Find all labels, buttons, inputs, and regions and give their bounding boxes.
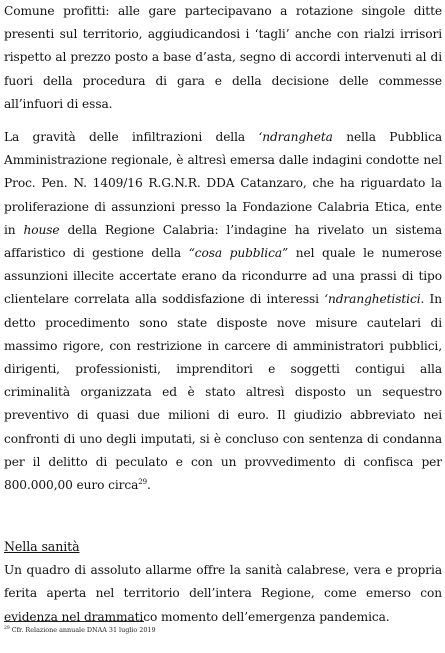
footnote (4, 625, 156, 635)
footnote-text: Cfr. Relazione annuale DNAA 31 luglio 2019 (9, 626, 156, 634)
footnote-number: 29 (4, 625, 10, 631)
text-segment: nel quale le numerose assunzioni illecite accertate erano da ricondurre ad una prassi di tipo clientelare correlata alla soddisfazione di interessi (4, 246, 442, 307)
italic-term: ‘ndranghetistici (324, 292, 421, 307)
italic-term: “cosa pubblica” (188, 246, 289, 261)
footnote-reference[interactable]: 29 (138, 478, 148, 486)
text-segment: La gravità delle infiltrazioni della (4, 130, 259, 145)
document-page (4, 0, 442, 629)
text-segment: . (147, 478, 151, 493)
paragraph-sanita: Un quadro di assoluto allarme offre la sanità calabrese, vera e propria ferita aperta nel territorio dell’intera Regione, come emerso con evidenza nel drammatico momento dell’emergenza pandemica. (4, 563, 442, 624)
footnote-divider (4, 621, 144, 622)
text-segment: . In detto procedimento sono state disposte nove misure cautelari di massimo rigore, con restrizione in carcere di amministratori pubblici, dirigenti, professionisti, imprenditori e soggetti contigui alla criminalità organizzata ed è stato altresì disposto un sequestro preventivo di quasi due milioni di euro. Il giudizio abbreviato nei confronti di uno degli imputati, si è concluso con sentenza di condanna per il delitto di peculato e con un provvedimento di confisca per 800.000,00 euro circa (4, 292, 442, 493)
italic-term: ‘ndrangheta (258, 130, 333, 145)
section-heading: Nella sanità (4, 539, 80, 555)
paragraph-calabria-etica (4, 126, 442, 497)
italic-term: house (23, 222, 60, 237)
text-segment: nella Pubblica Amministrazione regionale, è altresì emersa dalle indagini condotte nel Proc. Pen. N. 1409/16 R.G.N.R. DDA Catanzaro, che ha riguardato la proliferazione di assunzioni presso la Fondazione Calabria Etica, ente in (4, 130, 442, 237)
paragraph-gare: Comune profitti: alle gare partecipavano a rotazione singole ditte presenti sul territorio, aggiudicandosi i ‘tagli’ anche con rialzi irrisori rispetto al prezzo posto a base d’asta, segno di accordi intervenuti al di fuori della procedura di gara e della decisione delle commesse all’infuori di essa. (4, 4, 442, 111)
text-segment: della Regione Calabria: l’indagine ha rivelato un sistema affaristico di gestione della (4, 222, 442, 261)
